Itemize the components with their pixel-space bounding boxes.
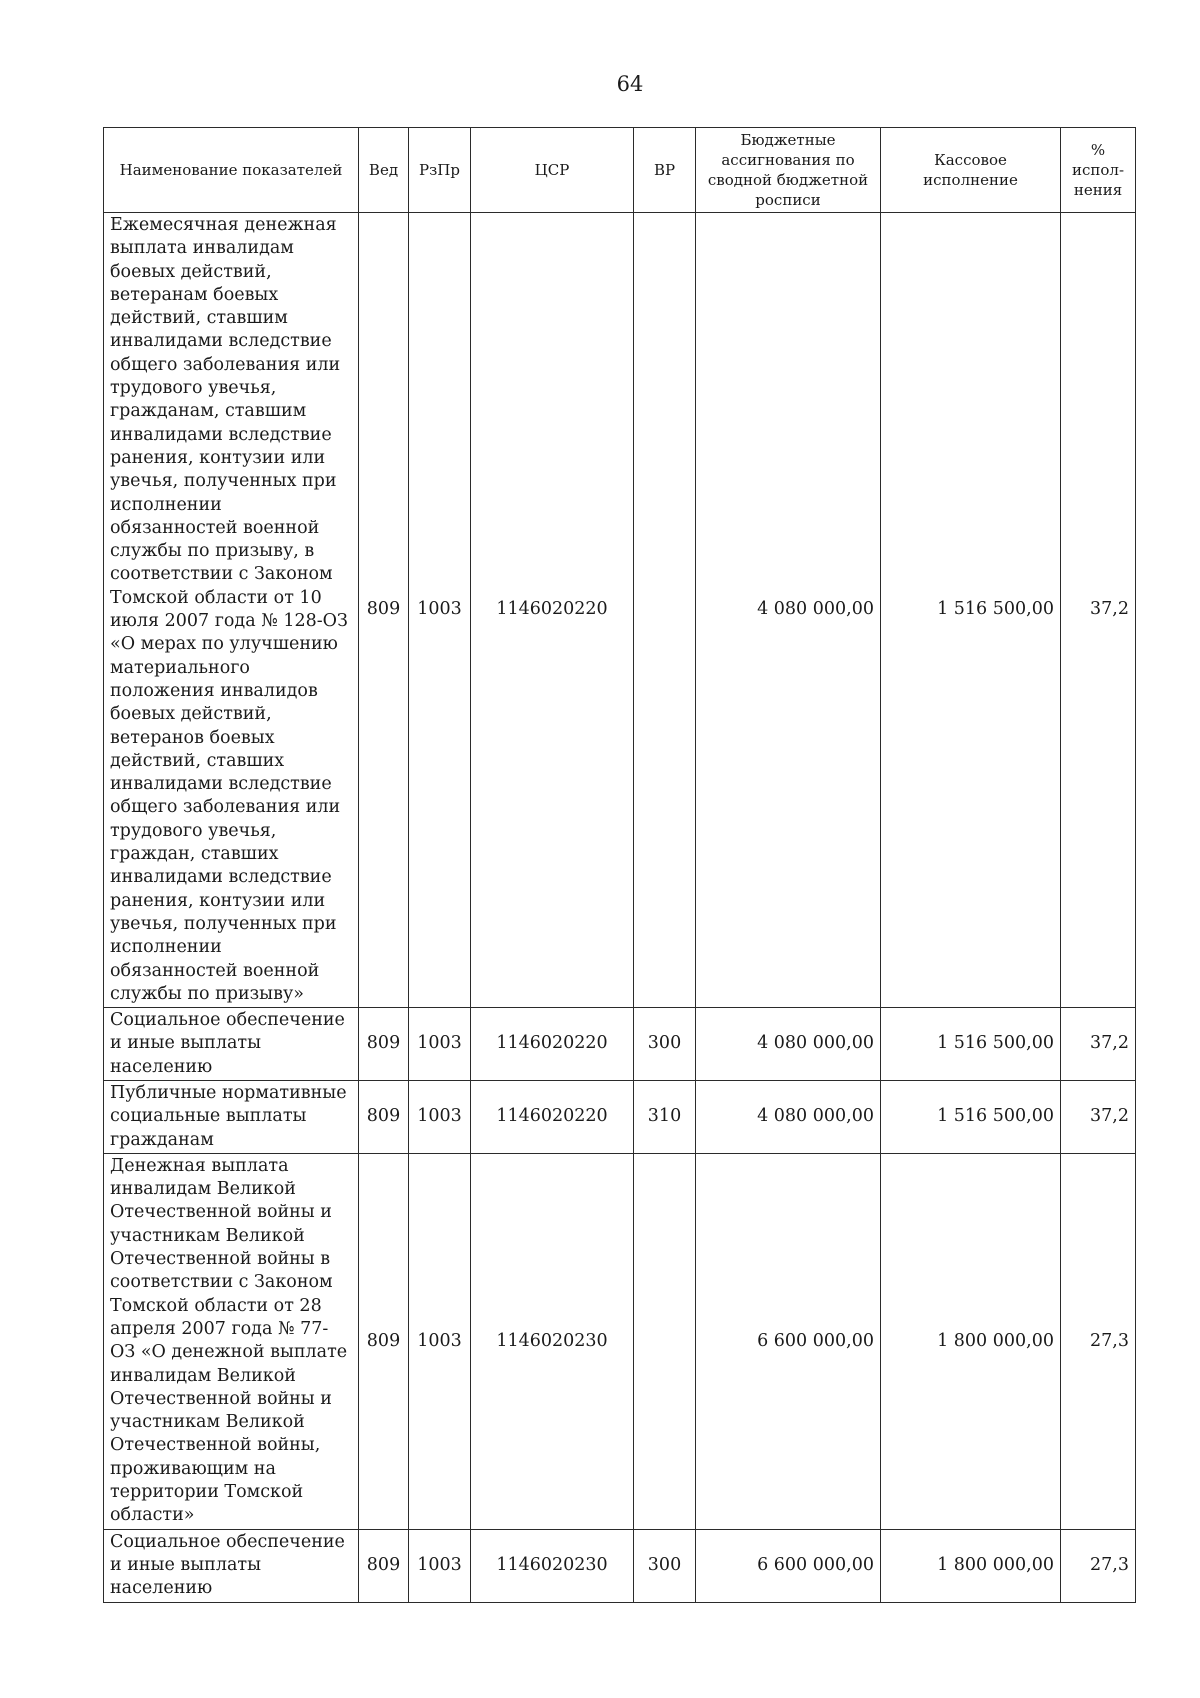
row-csr: 1146020230	[471, 1153, 634, 1529]
header-budget: Бюджетные ассигнования по сводной бюджетной росписи	[696, 128, 881, 213]
row-cash: 1 800 000,00	[881, 1529, 1061, 1602]
row-ved: 809	[359, 1080, 409, 1153]
row-name: Социальное обеспечение и иные выплаты населению	[104, 1529, 359, 1602]
header-name: Наименование показателей	[104, 128, 359, 213]
header-vr: ВР	[634, 128, 696, 213]
table-row	[104, 1153, 1136, 1529]
row-budget: 4 080 000,00	[696, 213, 881, 1008]
table-row	[104, 213, 1136, 1008]
row-name: Денежная выплата инвалидам Великой Отечественной войны и участникам Великой Отечественной войны в соответствии с Законом Томской области от 28 апреля 2007 года № 77-ОЗ «О денежной выплате инвалидам Великой Отечественной войны и участникам Великой Отечественной войны, проживающим на территории Томской области»	[104, 1153, 359, 1529]
header-rzpr: РзПр	[409, 128, 471, 213]
row-csr: 1146020230	[471, 1529, 634, 1602]
row-rzpr: 1003	[409, 1008, 471, 1081]
row-budget: 4 080 000,00	[696, 1008, 881, 1081]
row-ved: 809	[359, 1529, 409, 1602]
row-ved: 809	[359, 1153, 409, 1529]
row-csr: 1146020220	[471, 213, 634, 1008]
row-percent: 37,2	[1061, 1080, 1136, 1153]
row-cash: 1 516 500,00	[881, 1008, 1061, 1081]
row-name: Публичные нормативные социальные выплаты гражданам	[104, 1080, 359, 1153]
row-csr: 1146020220	[471, 1080, 634, 1153]
row-cash: 1 800 000,00	[881, 1153, 1061, 1529]
page-number: 64	[616, 72, 644, 96]
table-row	[104, 1529, 1136, 1602]
row-budget: 4 080 000,00	[696, 1080, 881, 1153]
row-cash: 1 516 500,00	[881, 213, 1061, 1008]
row-vr: 300	[634, 1008, 696, 1081]
row-percent: 27,3	[1061, 1153, 1136, 1529]
table-row	[104, 1008, 1136, 1081]
row-budget: 6 600 000,00	[696, 1153, 881, 1529]
row-rzpr: 1003	[409, 1080, 471, 1153]
table-header-row	[104, 128, 1136, 213]
row-vr: 300	[634, 1529, 696, 1602]
row-name: Социальное обеспечение и иные выплаты населению	[104, 1008, 359, 1081]
row-vr	[634, 1153, 696, 1529]
row-csr: 1146020220	[471, 1008, 634, 1081]
row-budget: 6 600 000,00	[696, 1529, 881, 1602]
row-ved: 809	[359, 213, 409, 1008]
row-percent: 27,3	[1061, 1529, 1136, 1602]
row-ved: 809	[359, 1008, 409, 1081]
budget-execution-table	[103, 127, 1136, 1603]
row-rzpr: 1003	[409, 1529, 471, 1602]
row-vr: 310	[634, 1080, 696, 1153]
header-csr: ЦСР	[471, 128, 634, 213]
row-rzpr: 1003	[409, 1153, 471, 1529]
row-percent: 37,2	[1061, 1008, 1136, 1081]
row-rzpr: 1003	[409, 213, 471, 1008]
header-ved: Вед	[359, 128, 409, 213]
row-percent: 37,2	[1061, 213, 1136, 1008]
header-percent: % испол-нения	[1061, 128, 1136, 213]
row-name: Ежемесячная денежная выплата инвалидам боевых действий, ветеранам боевых действий, ставшим инвалидами вследствие общего заболевания или трудового увечья, гражданам, ставшим инвалидами вследствие ранения, контузии или увечья, полученных при исполнении обязанностей военной службы по призыву, в соответствии с Законом Томской области от 10 июля 2007 года № 128-ОЗ «О мерах по улучшению материального положения инвалидов боевых действий, ветеранов боевых действий, ставших инвалидами вследствие общего заболевания или трудового увечья, граждан, ставших инвалидами вследствие ранения, контузии или увечья, полученных при исполнении обязанностей военной службы по призыву»	[104, 213, 359, 1008]
row-cash: 1 516 500,00	[881, 1080, 1061, 1153]
table-row	[104, 1080, 1136, 1153]
row-vr	[634, 213, 696, 1008]
header-cash: Кассовое исполнение	[881, 128, 1061, 213]
